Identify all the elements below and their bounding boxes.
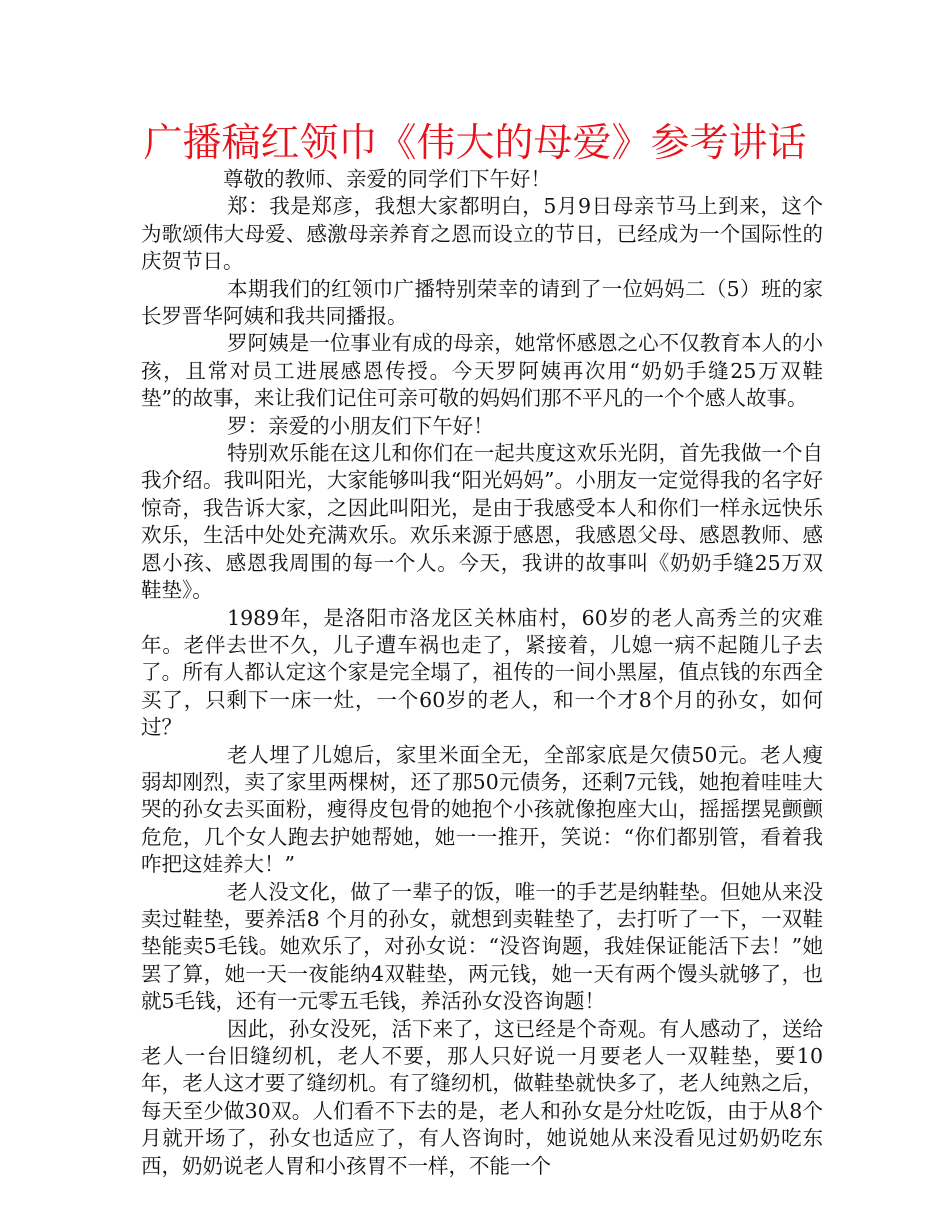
paragraph: 特别欢乐能在这儿和你们在一起共度这欢乐光阴，首先我做一个自我介绍。我叫阳光，大家能够叫我“阳光妈妈”。小朋友一定觉得我的名字好惊奇，我告诉大家，之因此叫阳光，是由于我感受本人和你们一样永远快乐欢乐，生活中处处充满欢乐。欢乐来源于感恩，我感恩父母、感恩教师、感恩小孩、感恩我周围的每一个人。今天，我讲的故事叫《奶奶手缝25万双鞋垫》。 (141, 441, 823, 603)
paragraph: 1989年，是洛阳市洛龙区关林庙村，60岁的老人高秀兰的灾难年。老伴去世不久，儿子遭车祸也走了，紧接着，儿媳一病不起随儿子去了。所有人都认定这个家是完全塌了，祖传的一间小黑屋，值点钱的东西全买了，只剩下一床一灶，一个60岁的老人，和一个才8个月的孙女，如何过？ (141, 605, 823, 740)
paragraph: 罗：亲爱的小朋友们下午好！ (227, 413, 494, 438)
paragraph: 郑：我是郑彦，我想大家都明白，5月9日母亲节马上到来，这个为歌颂伟大母爱、感激母亲养育之恩而设立的节日，已经成为一个国际性的庆贺节日。 (141, 194, 823, 274)
paragraph: 老人埋了儿媳后，家里米面全无，全部家底是欠债50元。老人瘦弱却刚烈，卖了家里两棵树，还了那50元债务，还剩7元钱，她抱着哇哇大哭的孙女去买面粉，瘦得皮包骨的她抱个小孩就像抱座大山，摇摇摆晃颤颤危危，几个女人跑去护她帮她，她一一推开，笑说：“你们都别管，看着我咋把这娃养大！” (141, 742, 823, 877)
paragraph-greeting: 尊敬的教师、亲爱的同学们下午好！ (223, 167, 551, 191)
paragraph: 老人没文化，做了一辈子的饭，唯一的手艺是纳鞋垫。但她从来没卖过鞋垫，要养活8 个月的孙女，就想到卖鞋垫了，去打听了一下，一双鞋垫能卖5毛钱。她欢乐了，对孙女说：“没咨询题，我娃保证能活下去！”她罢了算，她一天一夜能纳4双鞋垫，两元钱，她一天有两个馒头就够了，也就5毛钱，还有一元零五毛钱，养活孙女没咨询题！ (141, 879, 823, 1014)
document-title: 广播稿红领巾《伟大的母爱》参考讲话 (143, 121, 807, 166)
paragraph: 罗阿姨是一位事业有成的母亲，她常怀感恩之心不仅教育本人的小孩，且常对员工进展感恩传授。今天罗阿姨再次用“奶奶手缝25万双鞋垫”的故事，来让我们记住可亲可敬的妈妈们那不平凡的一个个感人故事。 (141, 331, 823, 411)
document-body (141, 166, 823, 1180)
paragraph: 因此，孙女没死，活下来了，这已经是个奇观。有人感动了，送给老人一台旧缝纫机，老人不要，那人只好说一月要老人一双鞋垫，要10年，老人这才要了缝纫机。有了缝纫机，做鞋垫就快多了，老人纯熟之后，每天至少做30双。人们看不下去的是，老人和孙女是分灶吃饭，由于从8个月就开场了，孙女也适应了，有人咨询时，她说她从来没看见过奶奶吃东西，奶奶说老人胃和小孩胃不一样，不能一个 (141, 1016, 823, 1178)
paragraph: 本期我们的红领巾广播特别荣幸的请到了一位妈妈二（5）班的家长罗晋华阿姨和我共同播报。 (141, 276, 823, 329)
